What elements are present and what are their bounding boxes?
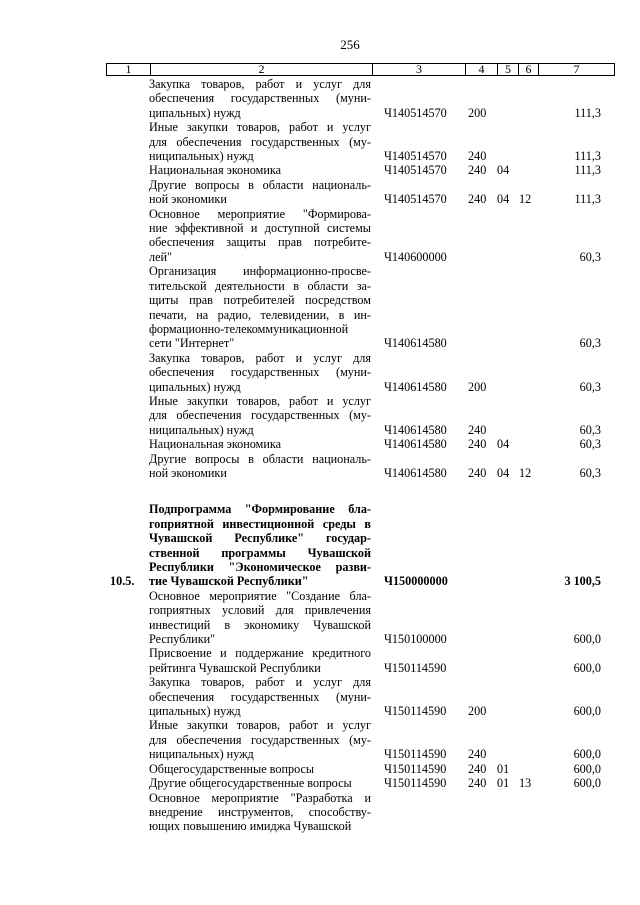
description-line: внедрение инструментов, способству- <box>149 804 371 819</box>
target-article-code: Ч140614580 <box>384 465 447 480</box>
header-col-2: 2 <box>150 64 372 75</box>
amount: 600,0 <box>573 747 601 762</box>
row-description <box>149 77 371 120</box>
table-header <box>106 63 615 76</box>
subsection-code: 12 <box>519 192 532 207</box>
table-row <box>106 502 615 588</box>
row-description <box>149 718 371 761</box>
header-col-6: 6 <box>518 64 538 75</box>
table-row <box>106 120 615 163</box>
target-article-code: Ч140514570 <box>384 163 447 178</box>
table-row <box>106 675 615 718</box>
description-line: Иные закупки товаров, работ и услуг <box>149 393 371 408</box>
description-line: печати, на радио, телевидении, в ин- <box>149 307 371 322</box>
expense-type-code: 240 <box>468 437 487 452</box>
description-line: гоприятной инвестиционной среды в <box>149 516 371 531</box>
description-line: ние эффективной и доступной системы <box>149 221 371 236</box>
description-line: обеспечения государственных (муни- <box>149 689 371 704</box>
expense-type-code: 240 <box>468 465 487 480</box>
description-line: обеспечения защиты прав потребите- <box>149 235 371 250</box>
amount: 60,3 <box>579 379 601 394</box>
description-line: ниципальных) нужд <box>149 747 254 762</box>
description-line: тительской деятельности в области за- <box>149 278 371 293</box>
table-row <box>106 178 615 207</box>
description-line: ниципальных) нужд <box>149 422 254 437</box>
target-article-code: Ч140614580 <box>384 422 447 437</box>
amount: 600,0 <box>573 660 601 675</box>
row-number: 10.5. <box>110 574 135 589</box>
description-line: Организация информационно-просве- <box>149 264 371 279</box>
table-row <box>106 762 615 776</box>
expense-type-code: 240 <box>468 163 487 178</box>
amount: 600,0 <box>573 632 601 647</box>
target-article-code: Ч140614580 <box>384 437 447 452</box>
amount: 111,3 <box>574 192 601 207</box>
description-line: Республики" <box>149 632 216 647</box>
table-row <box>106 452 615 481</box>
description-line: для обеспечения государственных (му- <box>149 732 371 747</box>
amount: 60,3 <box>579 336 601 351</box>
row-description <box>149 120 371 163</box>
budget-table-body <box>106 77 615 834</box>
section-code: 04 <box>497 163 510 178</box>
section-code: 04 <box>497 465 510 480</box>
row-description <box>149 776 371 790</box>
target-article-code: Ч140514570 <box>384 149 447 164</box>
amount: 600,0 <box>573 704 601 719</box>
description-line: рейтинга Чувашской Республики <box>149 660 321 675</box>
description-line: Подпрограмма "Формирование бла- <box>149 502 371 517</box>
expense-type-code: 240 <box>468 422 487 437</box>
row-description <box>149 646 371 675</box>
description-line: щиты прав потребителей посредством <box>149 293 371 308</box>
description-line: инвестиций в экономику Чувашской <box>149 617 371 632</box>
target-article-code: Ч150114590 <box>384 761 447 776</box>
description-line: Иные закупки товаров, работ и услуг <box>149 718 371 733</box>
target-article-code: Ч140614580 <box>384 379 447 394</box>
table-row <box>106 264 615 350</box>
table-row <box>106 437 615 451</box>
header-col-3: 3 <box>372 64 465 75</box>
description-line: ципальных) нужд <box>149 379 241 394</box>
description-line: гоприятных условий для привлечения <box>149 603 371 618</box>
description-line: ной экономики <box>149 192 227 207</box>
amount: 60,3 <box>579 422 601 437</box>
description-line: Основное мероприятие "Создание бла- <box>149 588 371 603</box>
table-row <box>106 351 615 394</box>
table-row <box>106 791 615 834</box>
description-line: ниципальных) нужд <box>149 149 254 164</box>
amount: 111,3 <box>574 149 601 164</box>
section-code: 04 <box>497 437 510 452</box>
section-code: 01 <box>497 776 510 791</box>
expense-type-code: 200 <box>468 704 487 719</box>
description-line: Закупка товаров, работ и услуг для <box>149 77 371 91</box>
description-line: ной экономики <box>149 465 227 480</box>
row-description <box>149 207 371 265</box>
description-line: обеспечения государственных (муни- <box>149 365 371 380</box>
header-col-5: 5 <box>497 64 518 75</box>
description-line: формационно-телекоммуникационной <box>149 321 349 336</box>
description-line: сети "Интернет" <box>149 336 235 351</box>
table-row <box>106 163 615 177</box>
description-line: ципальных) нужд <box>149 105 241 120</box>
target-article-code: Ч140514570 <box>384 192 447 207</box>
section-code: 01 <box>497 761 510 776</box>
description-line: Общегосударственные вопросы <box>149 761 315 776</box>
description-line: тие Чувашской Республики" <box>149 574 309 589</box>
subsection-code: 12 <box>519 465 532 480</box>
target-article-code: Ч150114590 <box>384 776 447 791</box>
expense-type-code: 240 <box>468 776 487 791</box>
subsection-code: 13 <box>519 776 532 791</box>
amount: 60,3 <box>579 437 601 452</box>
description-line: Другие вопросы в области националь- <box>149 177 371 192</box>
expense-type-code: 240 <box>468 761 487 776</box>
description-line: Основное мероприятие "Разработка и <box>149 790 371 805</box>
row-description <box>149 394 371 437</box>
expense-type-code: 200 <box>468 105 487 120</box>
amount: 3 100,5 <box>564 574 601 589</box>
amount: 600,0 <box>573 761 601 776</box>
row-description <box>149 762 371 776</box>
description-line: для обеспечения государственных (му- <box>149 408 371 423</box>
table-row <box>106 718 615 761</box>
amount: 60,3 <box>579 249 601 264</box>
row-description <box>149 452 371 481</box>
target-article-code: Ч150114590 <box>384 704 447 719</box>
description-line: лей" <box>149 249 172 264</box>
amount: 111,3 <box>574 105 601 120</box>
description-line: Республики "Экономическое разви- <box>149 560 371 574</box>
row-spacer <box>106 480 615 502</box>
header-col-1: 1 <box>125 62 132 76</box>
target-article-code: Ч150100000 <box>384 632 447 647</box>
amount: 600,0 <box>573 776 601 791</box>
table-row <box>106 394 615 437</box>
header-col-7: 7 <box>538 64 614 75</box>
description-line: Национальная экономика <box>149 163 282 178</box>
amount: 111,3 <box>574 163 601 178</box>
table-row <box>106 589 615 647</box>
description-line: Другие общегосударственные вопросы <box>149 776 352 791</box>
description-line: для обеспечения государственных (му- <box>149 134 371 149</box>
row-description <box>149 502 371 588</box>
description-line: ципальных) нужд <box>149 704 241 719</box>
description-line: обеспечения государственных (муни- <box>149 91 371 106</box>
expense-type-code: 200 <box>468 379 487 394</box>
page-number: 256 <box>340 37 360 52</box>
row-description <box>149 351 371 394</box>
description-line: Закупка товаров, работ и услуг для <box>149 675 371 690</box>
description-line: Присвоение и поддержание кредитного <box>149 646 371 661</box>
target-article-code: Ч150114590 <box>384 747 447 762</box>
row-description <box>149 589 371 647</box>
target-article-code: Ч150000000 <box>384 574 448 589</box>
description-line: Закупка товаров, работ и услуг для <box>149 350 371 365</box>
row-description <box>149 178 371 207</box>
amount: 60,3 <box>579 465 601 480</box>
description-line: ственной программы Чувашской <box>149 545 371 560</box>
target-article-code: Ч140614580 <box>384 336 447 351</box>
description-line: Иные закупки товаров, работ и услуг <box>149 120 371 135</box>
expense-type-code: 240 <box>468 747 487 762</box>
header-col-4: 4 <box>465 64 497 75</box>
description-line: Основное мероприятие "Формирова- <box>149 206 371 221</box>
description-line: Национальная экономика <box>149 437 282 452</box>
table-row <box>106 207 615 265</box>
target-article-code: Ч140514570 <box>384 105 447 120</box>
expense-type-code: 240 <box>468 192 487 207</box>
expense-type-code: 240 <box>468 149 487 164</box>
row-description <box>149 163 371 177</box>
section-code: 04 <box>497 192 510 207</box>
table-row <box>106 776 615 790</box>
target-article-code: Ч150114590 <box>384 660 447 675</box>
table-row <box>106 646 615 675</box>
description-line: ющих повышению имиджа Чувашской <box>149 819 352 834</box>
row-description <box>149 675 371 718</box>
row-description <box>149 791 371 834</box>
description-line: Другие вопросы в области националь- <box>149 451 371 466</box>
row-description <box>149 264 371 350</box>
table-row <box>106 77 615 120</box>
target-article-code: Ч140600000 <box>384 249 447 264</box>
description-line: Чувашской Республике" государ- <box>149 531 371 546</box>
row-description <box>149 437 371 451</box>
